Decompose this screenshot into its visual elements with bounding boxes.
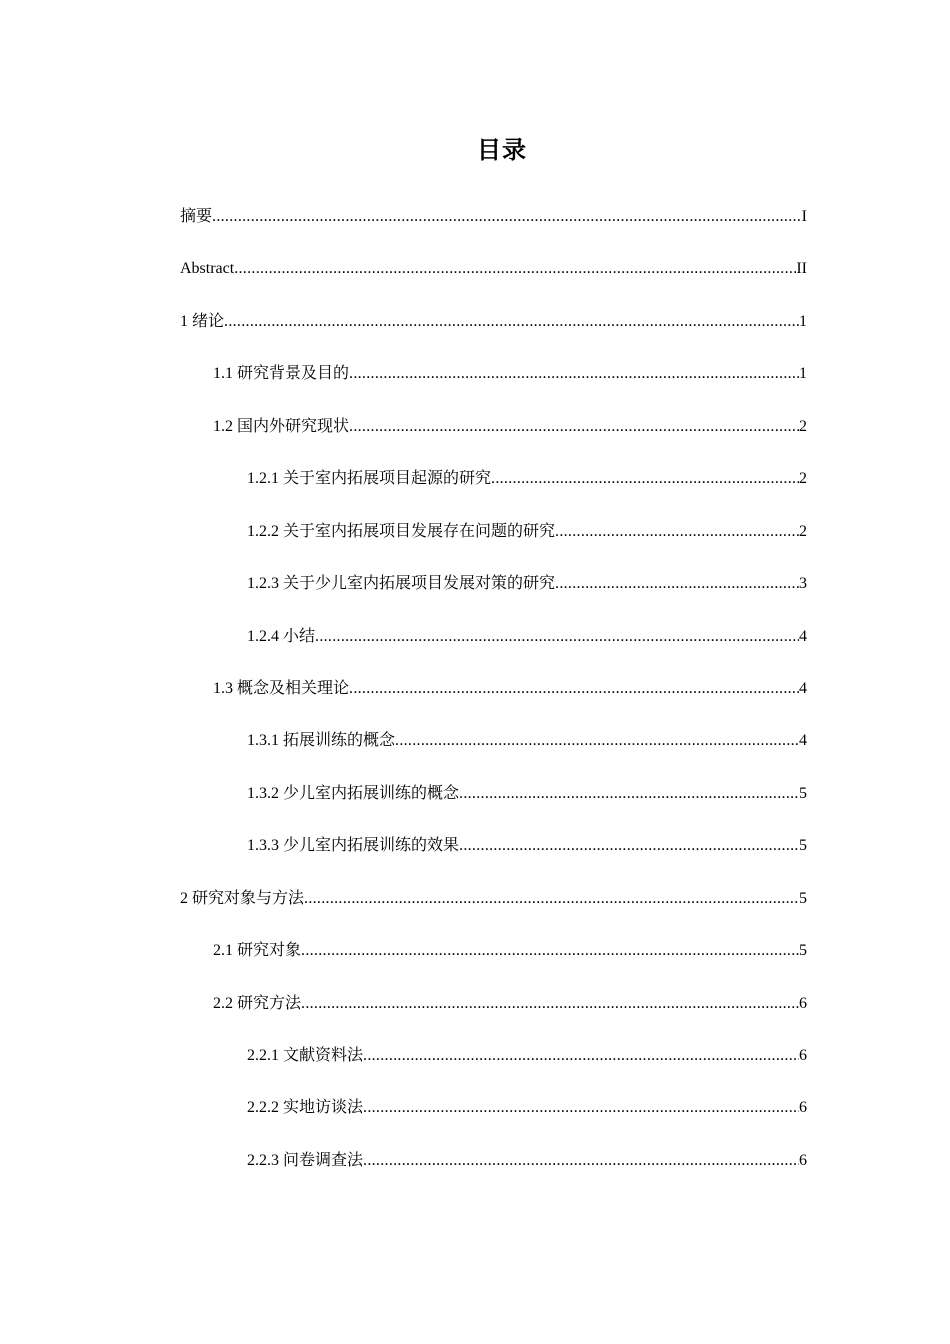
toc-dot-leader: [363, 1041, 799, 1071]
toc-entry[interactable]: [180, 254, 807, 306]
toc-entry-label: 1.2.1 关于室内拓展项目起源的研究: [247, 470, 492, 488]
toc-entry[interactable]: [180, 1041, 807, 1093]
toc-entry[interactable]: [180, 569, 807, 621]
toc-entry-page-number: 4: [799, 679, 807, 697]
toc-entry-label: 1.1 研究背景及目的: [213, 365, 350, 383]
toc-dot-leader: [555, 517, 799, 547]
toc-entry[interactable]: [180, 779, 807, 831]
toc-entry-label: 1.2.2 关于室内拓展项目发展存在问题的研究: [247, 522, 556, 540]
toc-entry-page-number: 4: [799, 732, 807, 750]
toc-entry-label: 1.3.2 少儿室内拓展训练的概念: [247, 784, 460, 802]
toc-entry-label: Abstract: [180, 260, 235, 278]
toc-entry-page-number: 5: [799, 942, 807, 960]
toc-dot-leader: [491, 464, 799, 494]
toc-entry-label: 1.2 国内外研究现状: [213, 417, 350, 435]
toc-entry-page-number: 5: [799, 837, 807, 855]
toc-entry[interactable]: [180, 412, 807, 464]
toc-entry-page-number: 6: [799, 1047, 807, 1064]
toc-entry-page-number: 3: [799, 575, 807, 593]
toc-entry-page-number: 2: [799, 522, 807, 540]
toc-entry-label: 2.1 研究对象: [213, 942, 302, 960]
toc-title: 目录: [477, 136, 527, 164]
toc-entry[interactable]: [180, 831, 807, 883]
toc-dot-leader: [363, 1146, 799, 1176]
toc-entry-label: 2.2.2 实地访谈法: [247, 1099, 364, 1117]
toc-entry-page-number: 5: [799, 889, 807, 907]
toc-entry-label: 2.2.3 问卷调查法: [247, 1151, 364, 1169]
toc-dot-leader: [224, 307, 799, 337]
toc-dot-leader: [395, 726, 799, 756]
toc-entry-label: 摘要: [180, 208, 213, 225]
toc-entry-label: 1.3.1 拓展训练的概念: [247, 732, 396, 750]
toc-entry-page-number: 5: [799, 784, 807, 802]
toc-entry[interactable]: [180, 622, 807, 674]
toc-entry-label: 1.3.3 少儿室内拓展训练的效果: [247, 837, 460, 855]
toc-entry[interactable]: [180, 1093, 807, 1145]
toc-entry[interactable]: [180, 464, 807, 516]
toc-entry-label: 1.3 概念及相关理论: [213, 679, 350, 697]
toc-entry-page-number: 6: [799, 1099, 807, 1117]
toc-dot-leader: [212, 202, 802, 232]
toc-entry-page-number: 6: [799, 1151, 807, 1169]
toc-entry[interactable]: [180, 989, 807, 1041]
toc-entry-page-number: II: [796, 260, 807, 278]
toc-entry-page-number: 6: [799, 994, 807, 1012]
toc-entry-page-number: 2: [799, 417, 807, 435]
toc-entry-page-number: 1: [799, 312, 807, 330]
toc-dot-leader: [459, 779, 799, 809]
toc-entry[interactable]: [180, 202, 807, 254]
toc-entry-label: 1 绪论: [180, 312, 225, 330]
toc-dot-leader: [555, 569, 799, 599]
toc-entry[interactable]: [180, 936, 807, 988]
toc-entry[interactable]: [180, 1146, 807, 1198]
toc-entry-page-number: 1: [799, 365, 807, 383]
toc-entry[interactable]: [180, 359, 807, 411]
toc-list: [180, 202, 807, 1198]
toc-entry[interactable]: [180, 674, 807, 726]
toc-dot-leader: [315, 622, 799, 652]
toc-entry-label: 1.2.3 关于少儿室内拓展项目发展对策的研究: [247, 575, 556, 593]
toc-entry-page-number: 4: [799, 627, 807, 645]
toc-dot-leader: [459, 831, 799, 861]
toc-entry-label: 2.2 研究方法: [213, 994, 302, 1012]
toc-dot-leader: [301, 989, 799, 1019]
toc-dot-leader: [234, 254, 796, 284]
toc-entry-label: 1.2.4 小结: [247, 627, 316, 645]
toc-dot-leader: [349, 359, 799, 389]
toc-entry-page-number: I: [801, 208, 807, 225]
toc-dot-leader: [363, 1093, 799, 1123]
toc-dot-leader: [301, 936, 799, 966]
toc-entry-label: 2 研究对象与方法: [180, 889, 305, 907]
toc-dot-leader: [304, 884, 799, 914]
toc-entry-label: 2.2.1 文献资料法: [247, 1047, 364, 1064]
toc-entry[interactable]: [180, 884, 807, 936]
toc-entry[interactable]: [180, 517, 807, 569]
toc-entry[interactable]: [180, 307, 807, 359]
toc-dot-leader: [349, 674, 799, 704]
toc-entry[interactable]: [180, 726, 807, 778]
toc-entry-page-number: 2: [799, 470, 807, 488]
toc-dot-leader: [349, 412, 799, 442]
